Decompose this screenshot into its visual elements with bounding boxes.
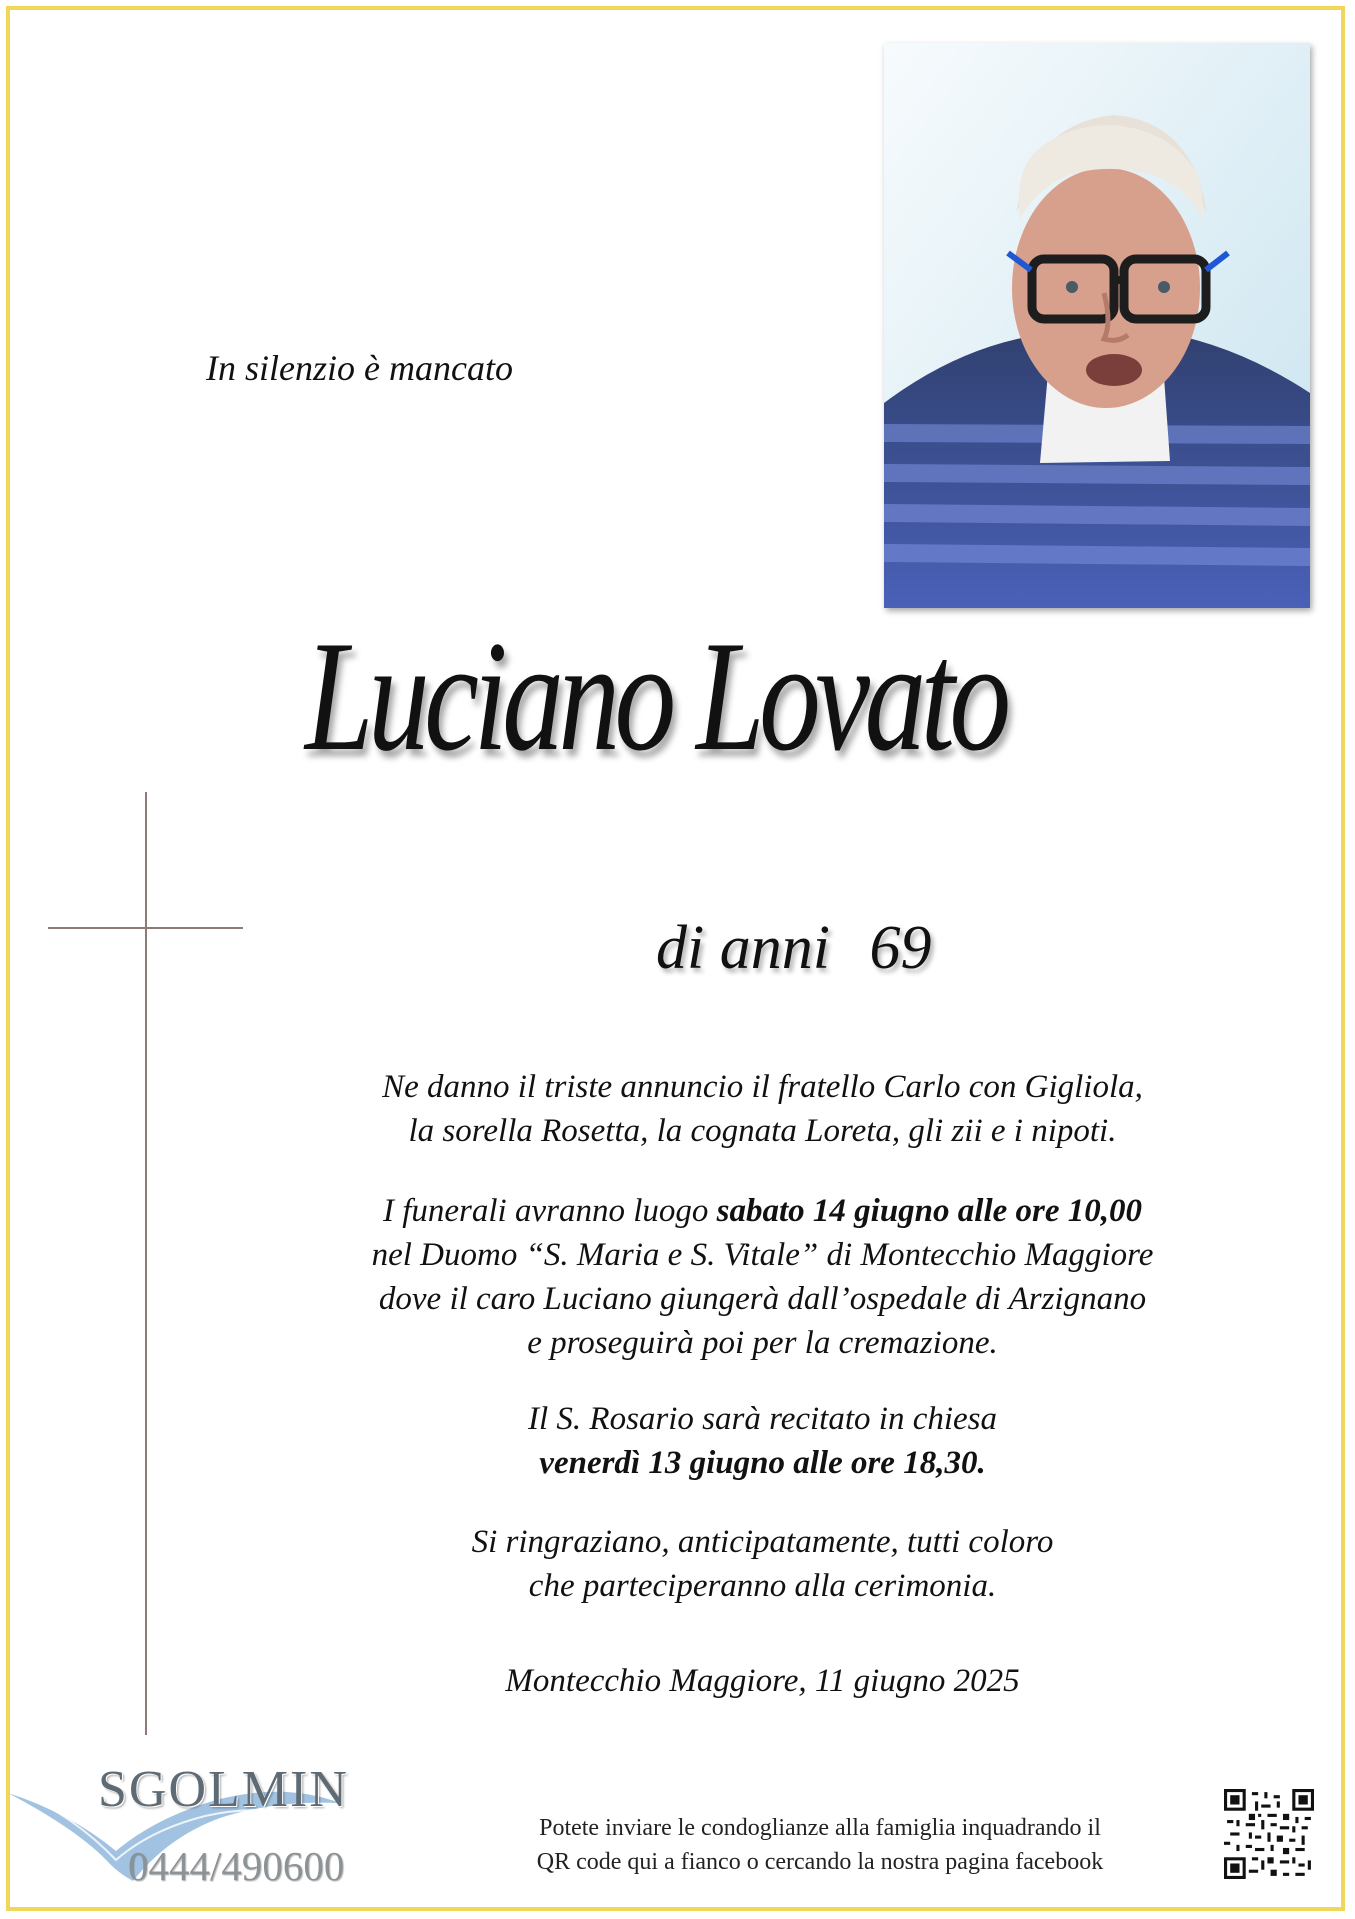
funeral-line-3: dove il caro Luciano giungerà dall’ospedale di Arzignano bbox=[378, 1281, 1147, 1317]
condolences-line-2: QR code qui a fianco o cercando la nostra pagina facebook bbox=[536, 1849, 1104, 1875]
funeral-line-2: nel Duomo “S. Maria e S. Vitale” di Montecchio Maggiore bbox=[371, 1237, 1154, 1273]
announcement-text bbox=[300, 1065, 1225, 1153]
qr-code-icon[interactable] bbox=[1224, 1789, 1314, 1879]
cross-horizontal-line bbox=[48, 927, 243, 929]
funeral-text bbox=[300, 1189, 1225, 1365]
funeral-line-4: e proseguirà poi per la cremazione. bbox=[527, 1325, 998, 1361]
funeral-line-1-prefix: I funerali avranno luogo bbox=[382, 1193, 717, 1229]
place-date-text bbox=[300, 1659, 1225, 1703]
logo-name: SGOLMIN bbox=[98, 1761, 349, 1818]
age-value: 69 bbox=[869, 914, 932, 982]
thanks-text bbox=[300, 1520, 1225, 1608]
funeral-line-1 bbox=[300, 1189, 1225, 1233]
announcement-line-2: la sorella Rosetta, la cognata Loreta, gli zii e i nipoti. bbox=[408, 1113, 1117, 1149]
place-date-line: Montecchio Maggiore, 11 giugno 2025 bbox=[505, 1663, 1020, 1699]
cross-vertical-line bbox=[145, 792, 147, 1735]
intro-text: In silenzio è mancato bbox=[206, 348, 513, 388]
deceased-name: Luciano Lovato bbox=[305, 609, 1006, 784]
portrait-photo bbox=[884, 43, 1310, 608]
condolences-line-1: Potete inviare le condoglianze alla famiglia inquadrando il bbox=[539, 1815, 1101, 1841]
thanks-line-1: Si ringraziano, anticipatamente, tutti coloro bbox=[471, 1524, 1054, 1560]
age-line bbox=[656, 913, 931, 984]
thanks-line-2: che parteciperanno alla cerimonia. bbox=[528, 1568, 997, 1604]
funeral-date-time: sabato 14 giugno alle ore 10,00 bbox=[716, 1193, 1142, 1229]
condolences-note bbox=[470, 1811, 1170, 1879]
age-label: di anni bbox=[656, 914, 830, 982]
rosary-text bbox=[300, 1397, 1225, 1485]
rosary-line-1: Il S. Rosario sarà recitato in chiesa bbox=[528, 1401, 997, 1437]
logo-phone: 0444/490600 bbox=[128, 1843, 345, 1889]
announcement-line-1: Ne danno il triste annuncio il fratello Carlo con Gigliola, bbox=[382, 1069, 1143, 1105]
rosary-date-time: venerdì 13 giugno alle ore 18,30. bbox=[539, 1445, 986, 1481]
